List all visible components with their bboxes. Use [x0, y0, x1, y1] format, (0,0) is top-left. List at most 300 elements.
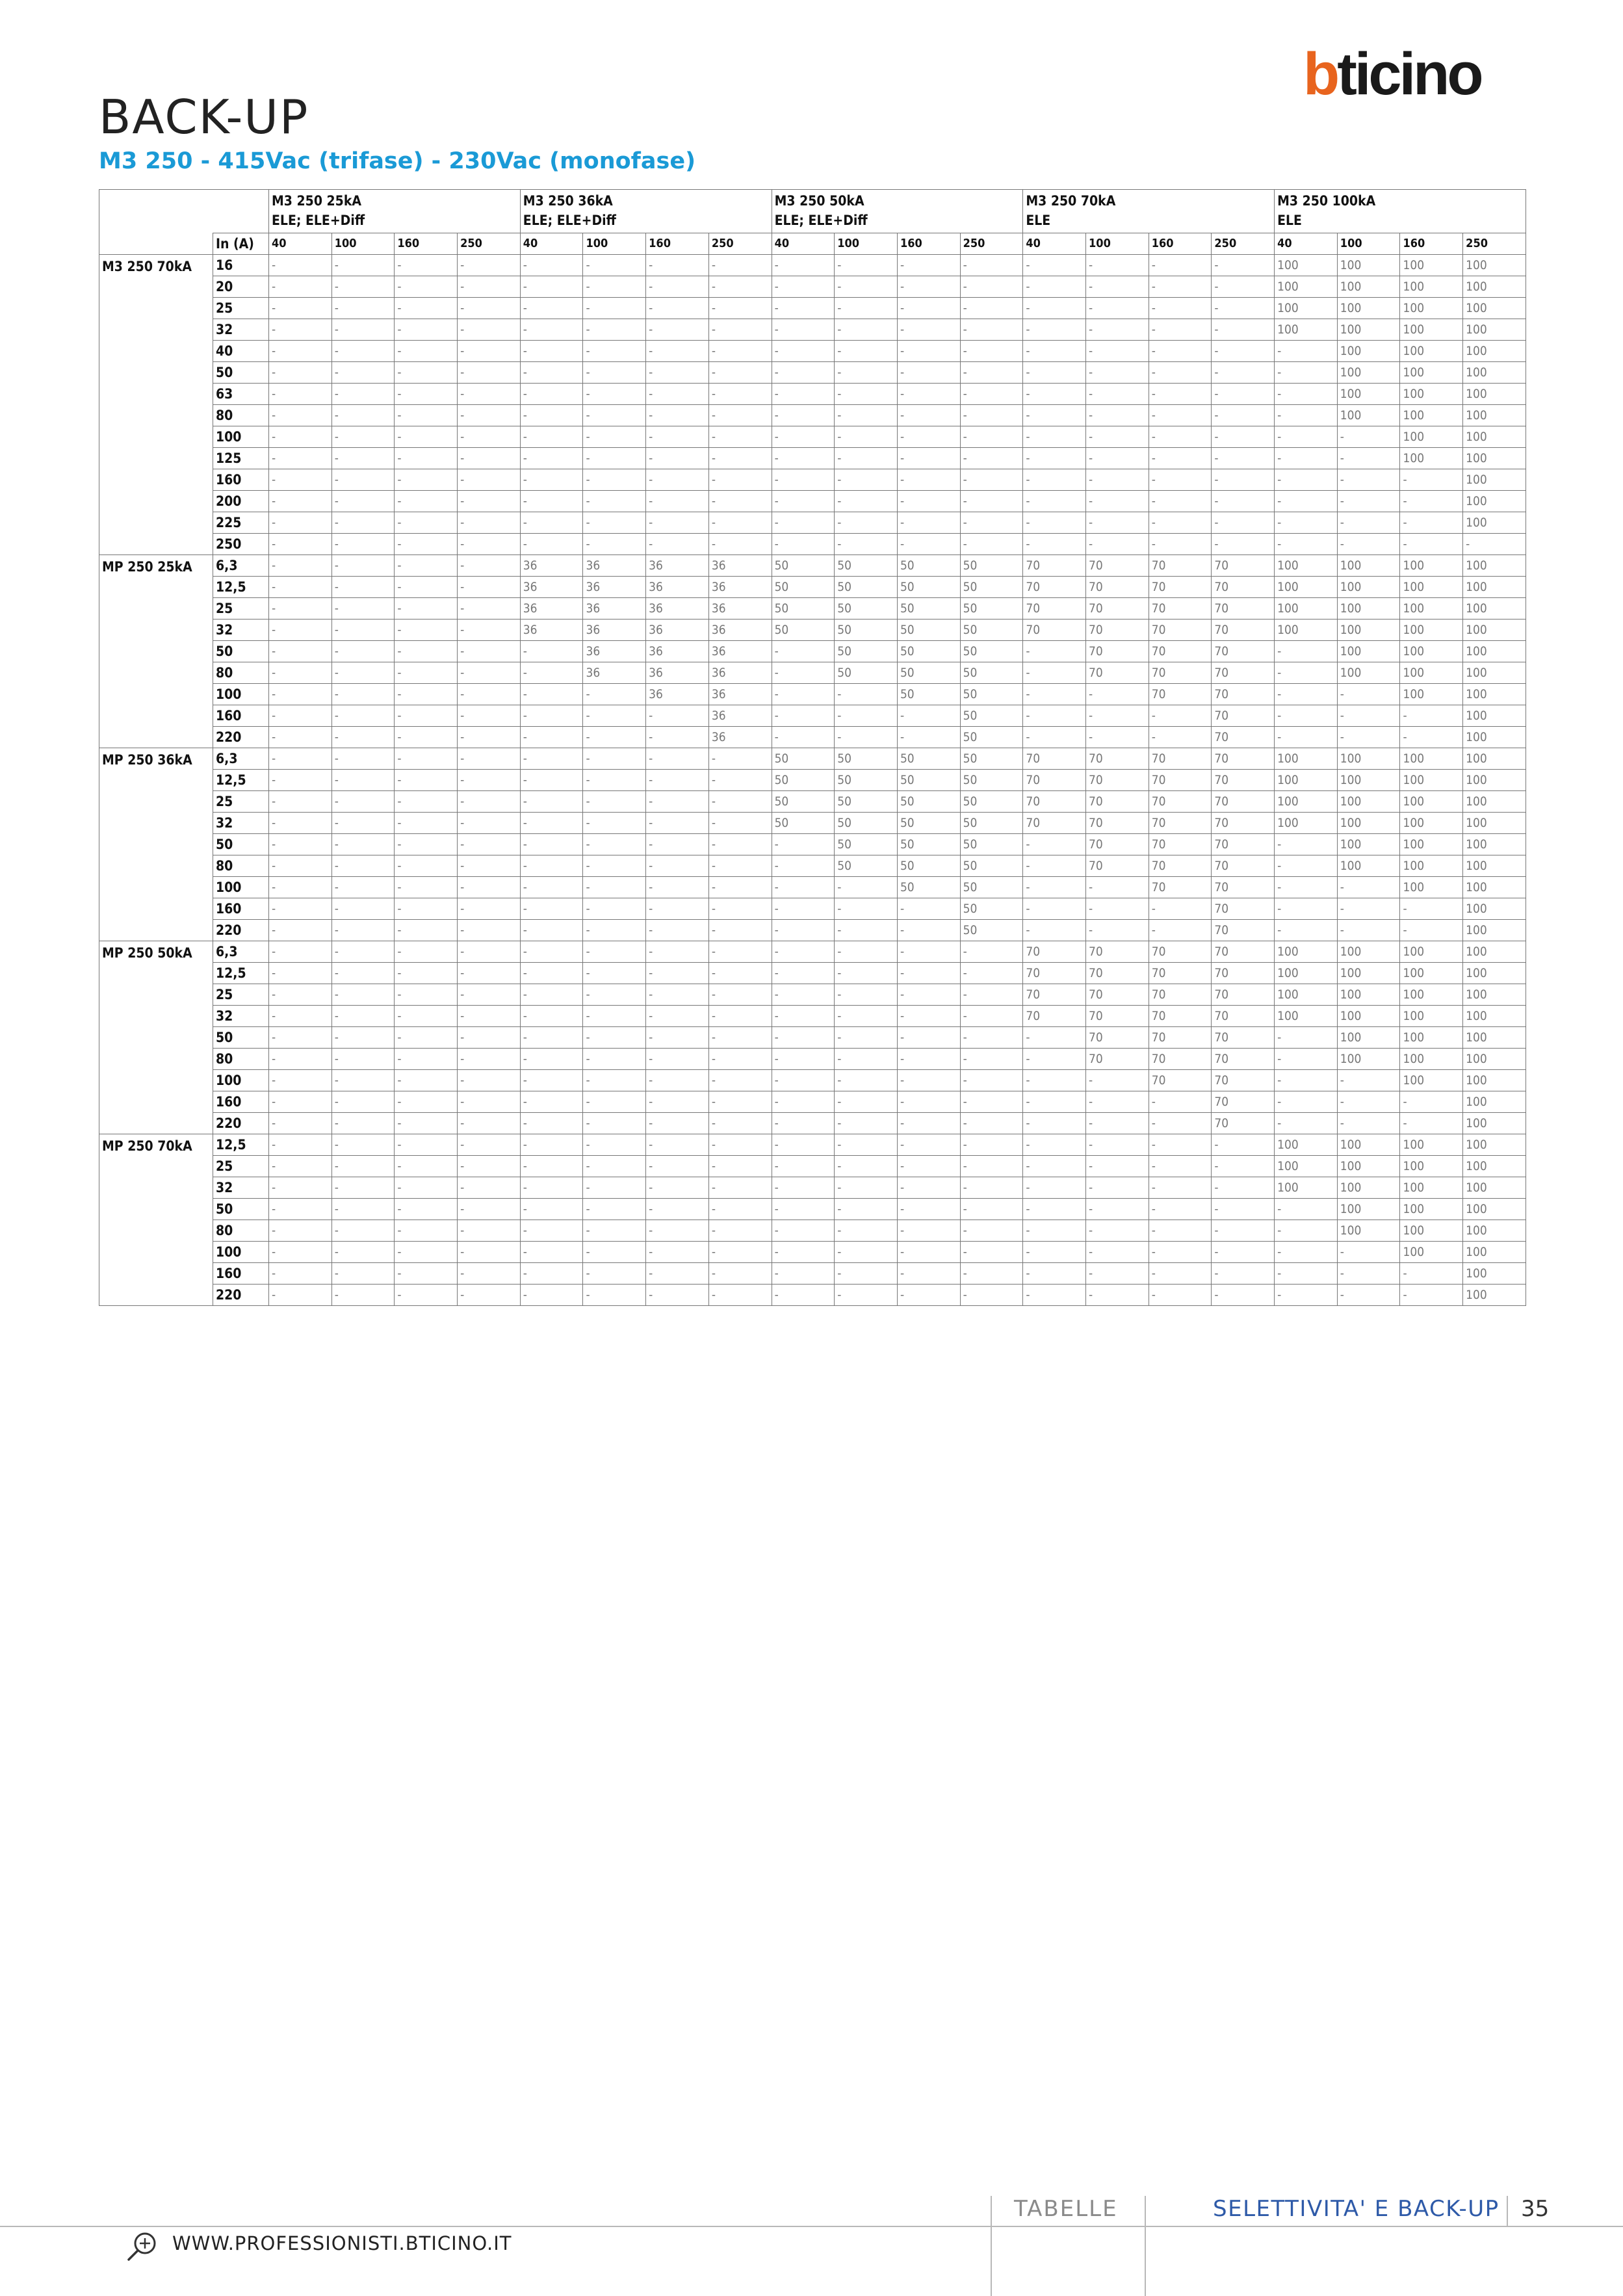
table-row — [99, 705, 1526, 727]
backup-value-cell: - — [646, 920, 709, 941]
backup-value-cell: - — [646, 877, 709, 898]
backup-value-cell: - — [395, 1242, 458, 1263]
backup-value-cell: - — [835, 1285, 898, 1306]
backup-value-cell: - — [960, 448, 1023, 469]
rated-current-cell: 50 — [213, 641, 269, 662]
backup-value-cell: - — [1212, 1263, 1275, 1285]
backup-value-cell: - — [835, 877, 898, 898]
backup-value-cell: - — [458, 1263, 521, 1285]
table-row — [99, 512, 1526, 534]
rated-current-cell: 160 — [213, 469, 269, 491]
upstream-breaker-name: M3 250 36kA — [523, 193, 613, 209]
backup-value-cell: - — [1086, 1263, 1149, 1285]
backup-value-cell: - — [835, 384, 898, 405]
backup-value-cell: - — [520, 941, 583, 963]
backup-value-cell: - — [1337, 877, 1400, 898]
backup-value-cell: - — [1275, 1027, 1338, 1049]
backup-value-cell: - — [458, 748, 521, 770]
backup-value-cell: 100 — [1275, 770, 1338, 791]
backup-value-cell: - — [583, 1134, 646, 1156]
backup-value-cell: - — [395, 384, 458, 405]
backup-value-cell: - — [1023, 448, 1086, 469]
backup-value-cell: - — [960, 384, 1023, 405]
backup-value-cell: - — [331, 984, 395, 1006]
backup-value-cell: 100 — [1275, 1177, 1338, 1199]
backup-value-cell: 100 — [1463, 1070, 1526, 1091]
backup-value-cell: - — [583, 984, 646, 1006]
backup-value-cell: - — [1275, 641, 1338, 662]
backup-value-cell: - — [395, 984, 458, 1006]
backup-value-cell: - — [1212, 384, 1275, 405]
backup-value-cell: - — [269, 920, 332, 941]
backup-value-cell: - — [458, 834, 521, 855]
backup-value-cell: - — [520, 1263, 583, 1285]
backup-value-cell: - — [520, 984, 583, 1006]
table-row — [99, 1049, 1526, 1070]
backup-value-cell: - — [395, 920, 458, 941]
backup-value-cell: 70 — [1212, 684, 1275, 705]
backup-value-cell: 100 — [1400, 834, 1463, 855]
backup-value-cell: - — [269, 1134, 332, 1156]
backup-value-cell: - — [1086, 1156, 1149, 1177]
backup-value-cell: - — [897, 469, 960, 491]
backup-value-cell: - — [708, 920, 772, 941]
backup-value-cell: 100 — [1275, 1134, 1338, 1156]
backup-value-cell: - — [520, 1113, 583, 1134]
backup-value-cell: 70 — [1086, 748, 1149, 770]
backup-value-cell: 100 — [1400, 298, 1463, 319]
table-row — [99, 641, 1526, 662]
backup-value-cell: - — [458, 877, 521, 898]
backup-value-cell: - — [520, 255, 583, 276]
backup-value-cell: - — [1149, 405, 1212, 426]
backup-value-cell: 50 — [897, 834, 960, 855]
backup-value-cell: - — [269, 620, 332, 641]
backup-value-cell: - — [395, 1091, 458, 1113]
backup-value-cell: 36 — [708, 705, 772, 727]
backup-value-cell: - — [269, 877, 332, 898]
website-link[interactable]: WWW.PROFESSIONISTI.BTICINO.IT — [172, 2232, 512, 2254]
backup-value-cell: - — [646, 1070, 709, 1091]
backup-value-cell: 70 — [1023, 748, 1086, 770]
backup-value-cell: 100 — [1463, 448, 1526, 469]
rating-header: 100 — [331, 233, 395, 255]
backup-value-cell: 100 — [1275, 791, 1338, 813]
footer-page-number: 35 — [1521, 2196, 1550, 2222]
rating-header: 100 — [583, 233, 646, 255]
backup-value-cell: - — [708, 1113, 772, 1134]
backup-value-cell: - — [772, 1263, 835, 1285]
backup-value-cell: - — [331, 534, 395, 555]
backup-value-cell: - — [583, 276, 646, 298]
backup-value-cell: - — [646, 469, 709, 491]
backup-value-cell: 100 — [1463, 577, 1526, 598]
backup-value-cell: - — [772, 1091, 835, 1113]
upstream-breaker-header — [269, 190, 521, 233]
backup-value-cell: - — [1337, 426, 1400, 448]
backup-value-cell: 70 — [1149, 598, 1212, 620]
backup-value-cell: - — [520, 963, 583, 984]
backup-value-cell: - — [1400, 1113, 1463, 1134]
backup-value-cell: - — [395, 341, 458, 362]
backup-value-cell: - — [708, 319, 772, 341]
backup-value-cell: 50 — [960, 598, 1023, 620]
backup-value-cell: - — [708, 1006, 772, 1027]
backup-value-cell: - — [1275, 448, 1338, 469]
backup-value-cell: 70 — [1212, 641, 1275, 662]
table-row — [99, 877, 1526, 898]
backup-value-cell: 50 — [897, 662, 960, 684]
backup-value-cell: - — [1023, 1134, 1086, 1156]
backup-value-cell: - — [1023, 341, 1086, 362]
backup-value-cell: 50 — [960, 641, 1023, 662]
backup-value-cell: 100 — [1463, 684, 1526, 705]
rating-header: 160 — [646, 233, 709, 255]
backup-value-cell: - — [520, 662, 583, 684]
backup-value-cell: - — [331, 920, 395, 941]
backup-value-cell: - — [395, 770, 458, 791]
backup-value-cell: - — [458, 684, 521, 705]
rated-current-cell: 50 — [213, 834, 269, 855]
backup-value-cell: - — [1023, 662, 1086, 684]
header-blank-cell — [99, 233, 213, 255]
backup-value-cell: - — [583, 1049, 646, 1070]
backup-value-cell: 100 — [1337, 1199, 1400, 1220]
backup-value-cell: - — [835, 898, 898, 920]
upstream-breaker-header — [1023, 190, 1275, 233]
backup-value-cell: 100 — [1400, 877, 1463, 898]
backup-value-cell: - — [458, 641, 521, 662]
backup-value-cell: 100 — [1400, 641, 1463, 662]
rated-current-cell: 160 — [213, 1263, 269, 1285]
footer-chapter-label: SELETTIVITA' E BACK-UP — [1213, 2196, 1500, 2222]
backup-value-cell: - — [331, 298, 395, 319]
backup-value-cell: - — [331, 319, 395, 341]
backup-value-cell: - — [331, 1070, 395, 1091]
backup-value-cell: - — [646, 405, 709, 426]
backup-value-cell: - — [331, 620, 395, 641]
backup-value-cell: - — [835, 534, 898, 555]
backup-value-cell: - — [520, 727, 583, 748]
backup-value-cell: 70 — [1212, 1049, 1275, 1070]
backup-value-cell: - — [520, 855, 583, 877]
backup-value-cell: - — [269, 963, 332, 984]
backup-value-cell: - — [1149, 298, 1212, 319]
backup-value-cell: 50 — [897, 620, 960, 641]
backup-value-cell: - — [583, 705, 646, 727]
backup-value-cell: 70 — [1149, 1049, 1212, 1070]
backup-value-cell: 100 — [1337, 555, 1400, 577]
rating-header: 160 — [1400, 233, 1463, 255]
rated-current-cell: 220 — [213, 1113, 269, 1134]
backup-value-cell: - — [960, 362, 1023, 384]
backup-value-cell: 100 — [1275, 1006, 1338, 1027]
backup-value-cell: 100 — [1463, 298, 1526, 319]
backup-value-cell: - — [458, 1156, 521, 1177]
backup-value-cell: - — [960, 1049, 1023, 1070]
magnifier-plus-icon — [125, 2228, 161, 2265]
backup-value-cell: - — [1275, 705, 1338, 727]
backup-value-cell: 36 — [520, 620, 583, 641]
backup-value-cell: - — [835, 1177, 898, 1199]
backup-value-cell: - — [646, 727, 709, 748]
table-row — [99, 1220, 1526, 1242]
backup-value-cell: 36 — [583, 641, 646, 662]
backup-value-cell: - — [331, 255, 395, 276]
backup-value-cell: - — [1086, 1177, 1149, 1199]
backup-value-cell: - — [269, 534, 332, 555]
backup-value-cell: - — [1212, 1242, 1275, 1263]
backup-value-cell: - — [1086, 705, 1149, 727]
backup-value-cell: - — [772, 1113, 835, 1134]
backup-value-cell: - — [1149, 1242, 1212, 1263]
backup-value-cell: - — [835, 512, 898, 534]
backup-value-cell: 70 — [1086, 963, 1149, 984]
backup-value-cell: 100 — [1337, 834, 1400, 855]
backup-value-cell: - — [646, 984, 709, 1006]
table-row — [99, 1027, 1526, 1049]
backup-value-cell: - — [897, 1006, 960, 1027]
backup-value-cell: - — [897, 319, 960, 341]
backup-value-cell: 100 — [1400, 384, 1463, 405]
backup-value-cell: - — [772, 426, 835, 448]
backup-value-cell: 50 — [960, 920, 1023, 941]
backup-value-cell: - — [708, 1242, 772, 1263]
backup-value-cell: - — [583, 426, 646, 448]
backup-value-cell: - — [520, 920, 583, 941]
backup-value-cell: - — [458, 384, 521, 405]
table-row — [99, 1070, 1526, 1091]
backup-value-cell: - — [1337, 1285, 1400, 1306]
backup-value-cell: 100 — [1463, 748, 1526, 770]
backup-value-cell: - — [1149, 341, 1212, 362]
upstream-breaker-name: M3 250 50kA — [774, 193, 864, 209]
backup-value-cell: - — [395, 898, 458, 920]
backup-value-cell: - — [1149, 319, 1212, 341]
backup-value-cell: - — [395, 1199, 458, 1220]
table-row — [99, 362, 1526, 384]
backup-value-cell: 70 — [1149, 748, 1212, 770]
backup-value-cell: - — [458, 1049, 521, 1070]
rated-current-cell: 100 — [213, 877, 269, 898]
backup-value-cell: - — [1400, 898, 1463, 920]
table-row — [99, 448, 1526, 469]
backup-value-cell: 100 — [1400, 662, 1463, 684]
backup-value-cell: 50 — [960, 813, 1023, 834]
backup-value-cell: 50 — [897, 748, 960, 770]
backup-value-cell: 100 — [1337, 620, 1400, 641]
backup-value-cell: - — [1023, 512, 1086, 534]
backup-value-cell: - — [772, 469, 835, 491]
table-row — [99, 255, 1526, 276]
backup-value-cell: - — [583, 255, 646, 276]
backup-value-cell: - — [1086, 920, 1149, 941]
backup-value-cell: 100 — [1463, 984, 1526, 1006]
backup-value-cell: - — [835, 1049, 898, 1070]
backup-value-cell: - — [583, 855, 646, 877]
backup-value-cell: 100 — [1275, 748, 1338, 770]
downstream-breaker-name: MP 250 36kA — [99, 748, 213, 941]
backup-value-cell: - — [646, 1113, 709, 1134]
backup-value-cell: 100 — [1275, 941, 1338, 963]
backup-value-cell: - — [269, 1070, 332, 1091]
rating-header: 250 — [1463, 233, 1526, 255]
backup-value-cell: 50 — [960, 620, 1023, 641]
backup-value-cell: - — [583, 920, 646, 941]
backup-value-cell: - — [269, 362, 332, 384]
backup-value-cell: 70 — [1149, 641, 1212, 662]
backup-value-cell: 70 — [1212, 1091, 1275, 1113]
backup-value-cell: - — [897, 1177, 960, 1199]
backup-value-cell: - — [1275, 920, 1338, 941]
backup-value-cell: 70 — [1086, 855, 1149, 877]
rating-header: 160 — [1149, 233, 1212, 255]
backup-value-cell: - — [458, 1177, 521, 1199]
table-row — [99, 898, 1526, 920]
backup-value-cell: 100 — [1337, 662, 1400, 684]
backup-value-cell: 70 — [1086, 1049, 1149, 1070]
backup-value-cell: - — [1149, 1220, 1212, 1242]
backup-value-cell: - — [520, 1134, 583, 1156]
backup-value-cell: - — [897, 898, 960, 920]
backup-value-cell: 50 — [897, 555, 960, 577]
backup-value-cell: - — [1212, 1156, 1275, 1177]
backup-value-cell: 100 — [1400, 770, 1463, 791]
rating-header: 250 — [1212, 233, 1275, 255]
backup-value-cell: - — [708, 1049, 772, 1070]
backup-value-cell: - — [458, 1027, 521, 1049]
backup-value-cell: 50 — [960, 705, 1023, 727]
backup-value-cell: 100 — [1337, 598, 1400, 620]
backup-value-cell: - — [1275, 1242, 1338, 1263]
backup-value-cell: - — [835, 727, 898, 748]
backup-value-cell: - — [520, 877, 583, 898]
backup-value-cell: - — [458, 620, 521, 641]
table-row — [99, 920, 1526, 941]
backup-value-cell: - — [897, 512, 960, 534]
backup-value-cell: - — [458, 791, 521, 813]
backup-value-cell: - — [897, 1113, 960, 1134]
table-row — [99, 834, 1526, 855]
backup-value-cell: - — [960, 1027, 1023, 1049]
backup-value-cell: - — [960, 941, 1023, 963]
backup-value-cell: - — [458, 1220, 521, 1242]
backup-value-cell: 100 — [1275, 598, 1338, 620]
backup-value-cell: - — [772, 662, 835, 684]
backup-value-cell: - — [646, 1156, 709, 1177]
backup-value-cell: - — [395, 405, 458, 426]
backup-value-cell: - — [835, 1091, 898, 1113]
backup-value-cell: 36 — [646, 598, 709, 620]
backup-value-cell: - — [1275, 426, 1338, 448]
backup-value-cell: - — [960, 255, 1023, 276]
backup-value-cell: - — [1023, 319, 1086, 341]
backup-value-cell: 100 — [1463, 405, 1526, 426]
backup-value-cell: 70 — [1149, 834, 1212, 855]
backup-value-cell: - — [1212, 405, 1275, 426]
rated-current-cell: 200 — [213, 491, 269, 512]
backup-value-cell: - — [583, 469, 646, 491]
downstream-breaker-name: MP 250 50kA — [99, 941, 213, 1134]
backup-value-cell: - — [520, 641, 583, 662]
backup-value-cell: 36 — [520, 555, 583, 577]
backup-value-cell: - — [835, 984, 898, 1006]
backup-value-cell: - — [331, 1156, 395, 1177]
backup-value-cell: 70 — [1212, 1027, 1275, 1049]
backup-value-cell: - — [1149, 362, 1212, 384]
backup-value-cell: - — [708, 1177, 772, 1199]
backup-value-cell: - — [269, 577, 332, 598]
backup-value-cell: - — [960, 426, 1023, 448]
backup-value-cell: - — [772, 298, 835, 319]
backup-value-cell: - — [1275, 384, 1338, 405]
backup-value-cell: 70 — [1086, 1006, 1149, 1027]
backup-value-cell: - — [583, 813, 646, 834]
backup-value-cell: - — [331, 1220, 395, 1242]
backup-value-cell: 70 — [1212, 1006, 1275, 1027]
backup-value-cell: 100 — [1337, 1006, 1400, 1027]
backup-value-cell: 100 — [1400, 1134, 1463, 1156]
backup-value-cell: - — [331, 1006, 395, 1027]
backup-value-cell: - — [269, 1242, 332, 1263]
rated-current-cell: 25 — [213, 791, 269, 813]
backup-value-cell: 50 — [960, 684, 1023, 705]
backup-value-cell: - — [646, 341, 709, 362]
backup-value-cell: - — [772, 877, 835, 898]
backup-value-cell: - — [835, 1027, 898, 1049]
backup-value-cell: - — [269, 855, 332, 877]
backup-value-cell: - — [1337, 1091, 1400, 1113]
upstream-breaker-header — [1275, 190, 1526, 233]
backup-value-cell: - — [458, 341, 521, 362]
backup-value-cell: 100 — [1337, 1177, 1400, 1199]
backup-value-cell: - — [583, 1006, 646, 1027]
backup-value-cell: - — [835, 341, 898, 362]
backup-value-cell: - — [395, 684, 458, 705]
backup-value-cell: - — [583, 770, 646, 791]
backup-value-cell: - — [458, 1134, 521, 1156]
backup-value-cell: 100 — [1400, 1006, 1463, 1027]
backup-value-cell: - — [835, 1113, 898, 1134]
backup-value-cell: - — [331, 1177, 395, 1199]
backup-value-cell: 70 — [1086, 555, 1149, 577]
backup-value-cell: - — [269, 834, 332, 855]
backup-value-cell: 50 — [835, 770, 898, 791]
backup-value-cell: - — [960, 984, 1023, 1006]
backup-value-cell: - — [897, 298, 960, 319]
backup-value-cell: 100 — [1463, 362, 1526, 384]
rated-current-cell: 80 — [213, 405, 269, 426]
backup-value-cell: 100 — [1337, 255, 1400, 276]
table-row — [99, 941, 1526, 963]
backup-value-cell: - — [331, 963, 395, 984]
rated-current-cell: 160 — [213, 705, 269, 727]
backup-value-cell: 100 — [1337, 984, 1400, 1006]
backup-value-cell: - — [520, 1091, 583, 1113]
backup-value-cell: 100 — [1400, 1049, 1463, 1070]
backup-value-cell: - — [331, 877, 395, 898]
backup-value-cell: - — [708, 834, 772, 855]
rated-current-cell: 125 — [213, 448, 269, 469]
backup-value-cell: 70 — [1023, 984, 1086, 1006]
backup-value-cell: - — [646, 276, 709, 298]
backup-value-cell: - — [331, 1027, 395, 1049]
backup-value-cell: - — [1275, 362, 1338, 384]
backup-value-cell: 100 — [1400, 255, 1463, 276]
backup-value-cell: - — [583, 1113, 646, 1134]
backup-value-cell: - — [583, 341, 646, 362]
backup-value-cell: - — [520, 1220, 583, 1242]
